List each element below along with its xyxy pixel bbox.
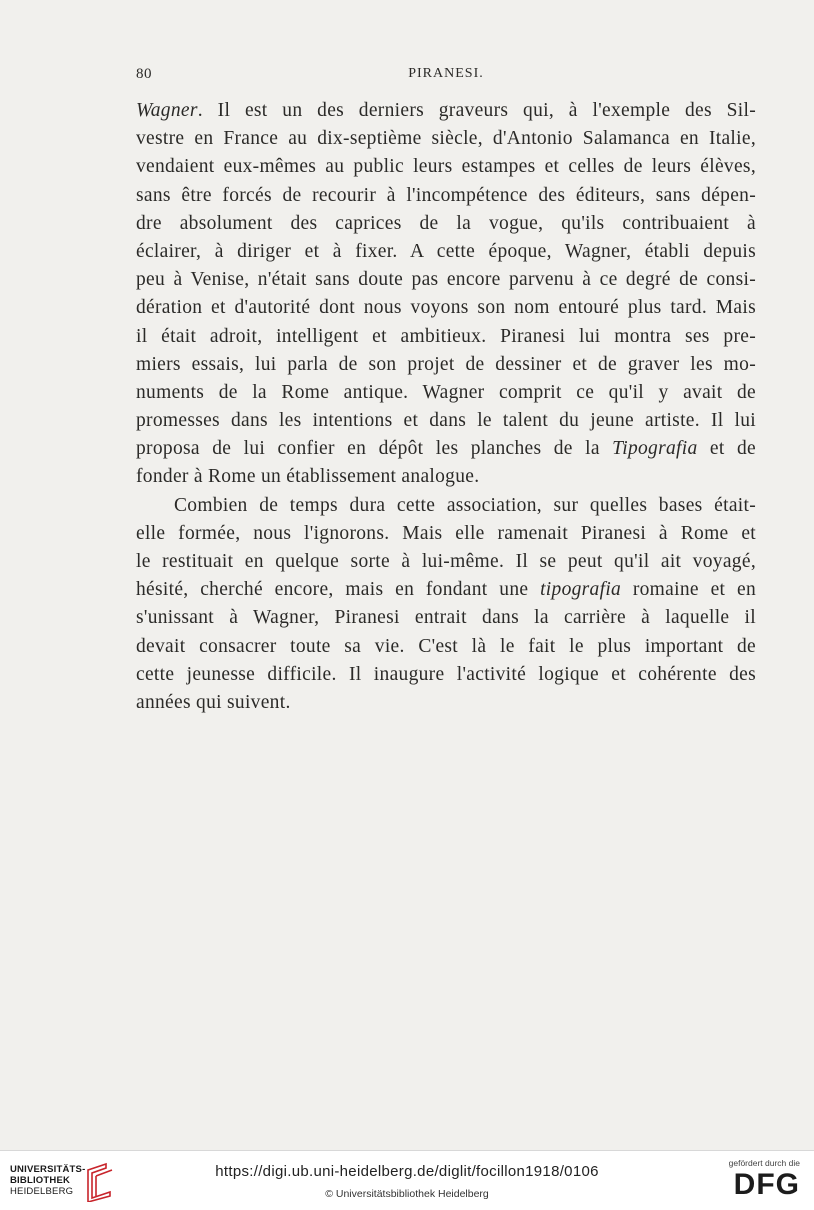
footer-bar (0, 1150, 814, 1210)
text-line (136, 435, 756, 463)
text-line: dération et d'autorité dont nous voyons son nom entouré plus tard. Mais (136, 297, 756, 319)
dfg-logo: DFG (733, 1168, 800, 1201)
page-number: 80 (136, 66, 152, 82)
text-line: fonder à Rome un établissement analogue. (136, 466, 480, 488)
body-text (136, 97, 756, 717)
text-span: et de (697, 438, 756, 460)
text-line: années qui suivent. (136, 691, 291, 713)
library-line-3: HEIDELBERG (10, 1186, 74, 1197)
italic-title: tipografia (540, 579, 622, 601)
text-line: éclairer, à diriger et à fixer. A cette époque, Wagner, établi depuis (136, 240, 756, 262)
text-line: vestre en France au dix-septième siècle, d'Antonio Salamanca en Italie, (136, 128, 756, 150)
text-line: promesses dans les intentions et dans le talent du jeune artiste. Il lui (136, 410, 756, 432)
text-line: sans être forcés de recourir à l'incompétence des éditeurs, sans dépen- (136, 184, 756, 206)
text-line: peu à Venise, n'était sans doute pas encore parvenu à ce degré de consi- (136, 269, 756, 291)
italic-name: Wagner (136, 100, 198, 121)
text-line: elle formée, nous l'ignorons. Mais elle ramenait Piranesi à Rome et (136, 522, 756, 544)
text-span: proposa de lui confier en dépôt les planches de la (136, 438, 613, 460)
text-span: hésité, cherché encore, mais en fondant une (136, 579, 541, 601)
text-line: Combien de temps dura cette association, sur quelles bases était- (174, 494, 756, 516)
text-line: il était adroit, intelligent et ambitieux. Piranesi lui montra ses pre- (136, 325, 756, 347)
text-line (136, 97, 756, 125)
text-line: le restituait en quelque sorte à lui-même. Il se peut qu'il ait voyagé, (136, 551, 756, 572)
library-line-2: BIBLIOTHEK (10, 1175, 71, 1186)
permalink-url[interactable]: https://digi.ub.uni-heidelberg.de/diglit/focillon1918/0106 (215, 1163, 599, 1180)
copyright-notice: © Universitätsbibliothek Heidelberg (325, 1188, 489, 1200)
funder-block[interactable] (720, 1158, 800, 1204)
running-head (136, 66, 756, 86)
text-line: devait consacrer toute sa vie. C'est là le fait le plus important de (136, 635, 756, 657)
text-line: numents de la Rome antique. Wagner comprit ce qu'il y avait de (136, 381, 756, 403)
text-line: vendaient eux-mêmes au public leurs estampes et celles de leurs élèves, (136, 156, 756, 178)
text-line: miers essais, lui parla de son projet de dessiner et de graver les mo- (136, 353, 756, 375)
text-span: . Il est un des derniers graveurs qui, à l'exemple des Sil- (197, 100, 756, 121)
italic-title: Tipografia (612, 438, 698, 460)
running-title: PIRANESI. (408, 66, 484, 81)
text-line: s'unissant à Wagner, Piranesi entrait dans la carrière à laquelle il (136, 607, 756, 629)
text-span: romaine et en (621, 579, 756, 601)
library-line-1: UNIVERSITÄTS- (10, 1164, 86, 1175)
text-line (136, 576, 756, 604)
text-line: dre absolument des caprices de la vogue, qu'ils contribuaient à (136, 212, 756, 234)
funder-caption: gefördert durch die (728, 1158, 800, 1168)
text-line: cette jeunesse difficile. Il inaugure l'activité logique et cohérente des (136, 663, 756, 685)
